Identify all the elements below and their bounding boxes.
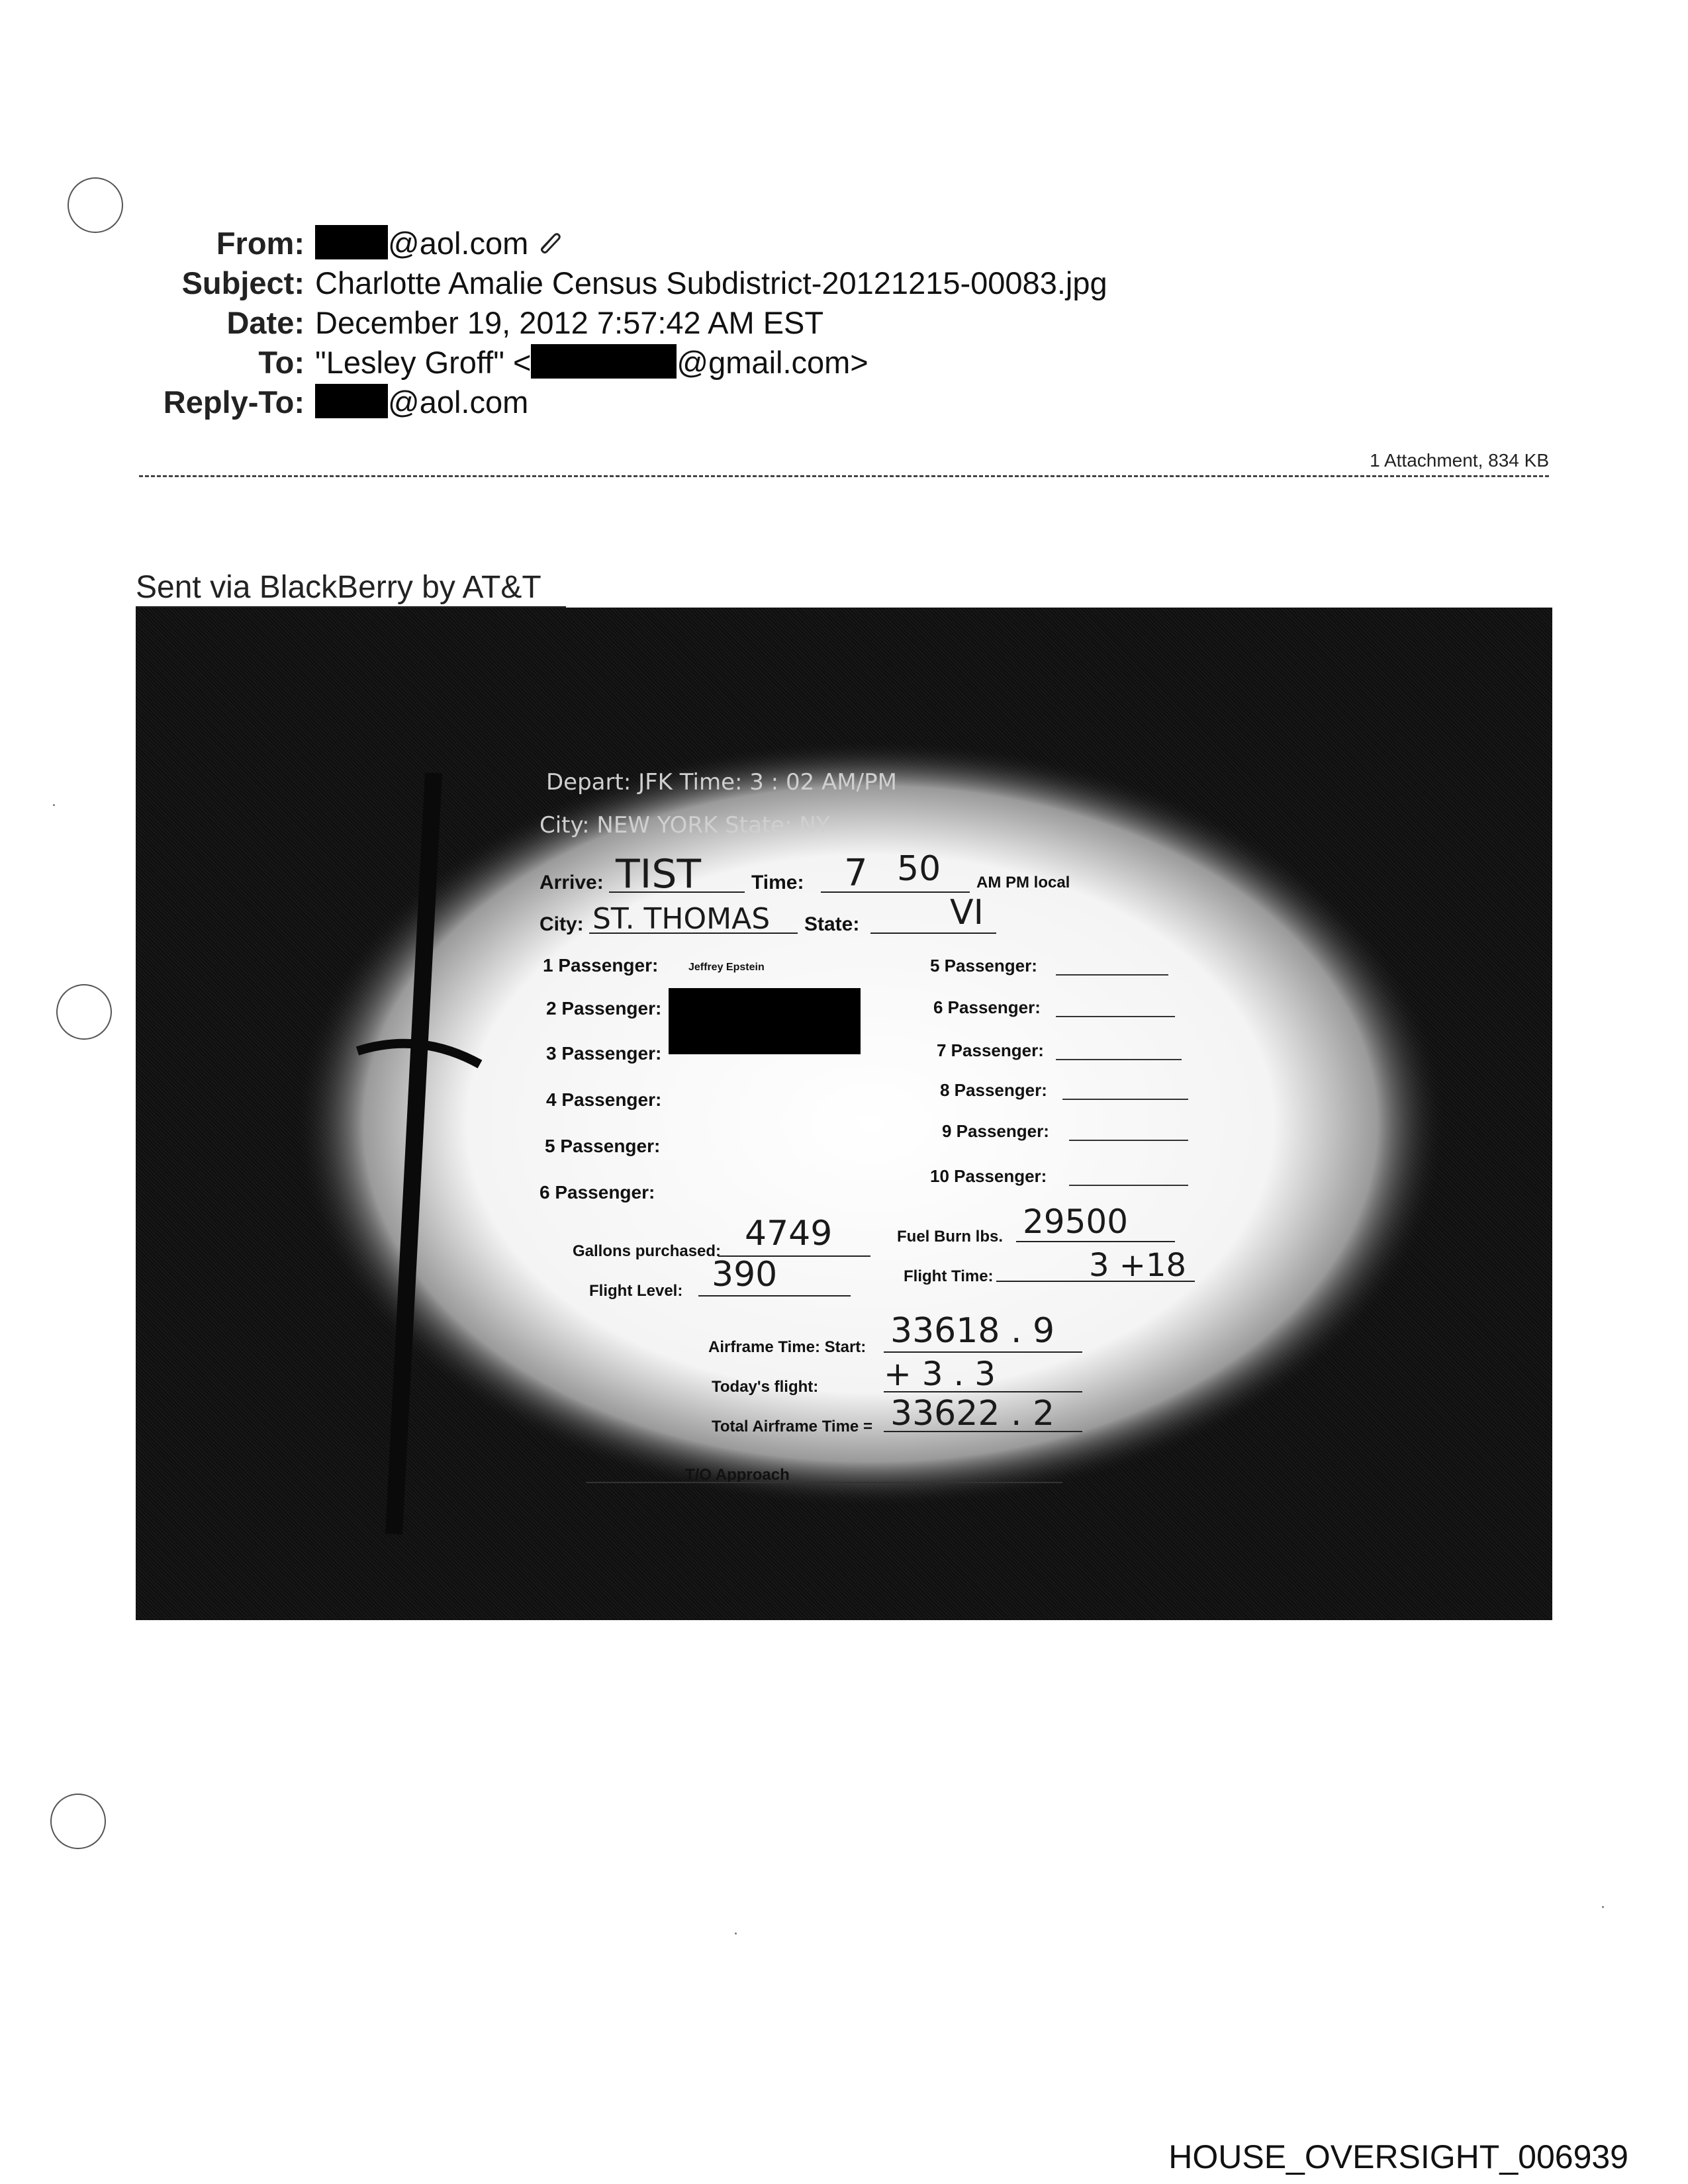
to-label: To:	[258, 345, 305, 380]
date-value: December 19, 2012 7:57:42 AM EST	[315, 305, 824, 340]
todays-flight-label: Today's flight:	[712, 1378, 819, 1396]
ampm-label: AM PM local	[976, 874, 1070, 891]
to-row	[132, 344, 1556, 384]
punch-hole-top	[68, 177, 123, 233]
passenger-right-9: 9 Passenger:	[942, 1121, 1049, 1141]
date-row	[132, 304, 1556, 344]
passenger-left-2: 2 Passenger:	[546, 998, 662, 1019]
flighttime-label: Flight Time:	[904, 1267, 994, 1285]
bates-number: HOUSE_OVERSIGHT_006939	[1168, 2138, 1628, 2175]
total-airframe-value: 33622 . 2	[890, 1394, 1055, 1433]
from-label: From:	[216, 226, 305, 261]
flighttime-value: 3 +18	[1089, 1247, 1187, 1284]
passenger-right-6: 6 Passenger:	[933, 997, 1041, 1017]
passenger-right-5: 5 Passenger:	[930, 956, 1037, 976]
subject-label: Subject:	[181, 265, 305, 300]
time-minute: 50	[897, 849, 941, 889]
email-header	[132, 225, 1556, 424]
city-value: ST. THOMAS	[592, 902, 771, 936]
subject-row	[132, 265, 1556, 304]
from-value[interactable]: @aol.com	[388, 226, 529, 261]
passenger-right-8: 8 Passenger:	[940, 1080, 1047, 1100]
replyto-value[interactable]: @aol.com	[388, 385, 529, 420]
flight-log-drawing	[136, 608, 1552, 1620]
flightlevel-value: 390	[712, 1255, 778, 1295]
passenger-left-4: 4 Passenger:	[546, 1089, 662, 1110]
fuelburn-value: 29500	[1023, 1203, 1129, 1241]
punch-hole-middle	[56, 984, 112, 1040]
arrive-label: Arrive:	[539, 872, 604, 893]
attachment-summary[interactable]: 1 Attachment, 834 KB	[1370, 450, 1549, 471]
scan-speck	[735, 1933, 737, 1934]
bottom-row: T/O Approach	[685, 1466, 790, 1484]
to-domain[interactable]: @gmail.com>	[677, 345, 868, 380]
depart-city-row: City: NEW YORK State: NY	[539, 812, 830, 839]
total-airframe-label: Total Airframe Time =	[712, 1418, 872, 1435]
time-hour: 7	[844, 852, 868, 895]
passenger-left-1: 1 Passenger:	[543, 955, 659, 976]
flightlevel-label: Flight Level:	[589, 1282, 683, 1300]
airframe-start-value: 33618 . 9	[890, 1311, 1055, 1351]
scan-speck	[1602, 1906, 1604, 1908]
replyto-label: Reply-To:	[163, 385, 305, 420]
passenger-right-10: 10 Passenger:	[930, 1166, 1047, 1186]
arrive-value: TIST	[616, 851, 702, 897]
passenger-1-name: Jeffrey Epstein	[688, 962, 765, 973]
airframe-start-label: Airframe Time: Start:	[708, 1338, 867, 1356]
passenger-left-6: 6 Passenger:	[539, 1182, 655, 1203]
to-name[interactable]: "Lesley Groff" <	[315, 345, 532, 380]
depart-row: Depart: JFK Time: 3 : 02 AM/PM	[546, 769, 897, 796]
scan-speck	[53, 804, 55, 806]
gallons-label: Gallons purchased:	[573, 1242, 722, 1260]
passenger-left-3: 3 Passenger:	[546, 1043, 662, 1064]
state-label: State:	[804, 913, 860, 935]
replyto-row	[132, 384, 1556, 424]
header-divider	[139, 475, 1549, 477]
flash-highlight	[295, 740, 1446, 1508]
date-label: Date:	[226, 305, 305, 340]
city-label: City:	[539, 913, 584, 935]
fuelburn-label: Fuel Burn lbs.	[897, 1228, 1004, 1246]
redaction-box	[315, 225, 388, 259]
passenger-redaction-box	[669, 988, 861, 1054]
redaction-box	[531, 344, 677, 379]
attached-photo-flight-log[interactable]	[136, 608, 1552, 1620]
todays-flight-value: + 3 . 3	[884, 1355, 996, 1393]
time-label: Time:	[751, 872, 804, 893]
from-row	[132, 225, 1556, 265]
redaction-box	[315, 384, 388, 418]
punch-hole-bottom	[50, 1794, 106, 1849]
paperclip-icon	[537, 226, 562, 261]
passenger-left-5: 5 Passenger:	[545, 1136, 661, 1156]
state-value: VI	[950, 893, 984, 933]
passenger-right-7: 7 Passenger:	[937, 1040, 1044, 1060]
sent-via-signature: Sent via BlackBerry by AT&T	[136, 570, 541, 605]
subject-value: Charlotte Amalie Census Subdistrict-20121215-00083.jpg	[315, 265, 1107, 300]
gallons-value: 4749	[745, 1214, 833, 1253]
